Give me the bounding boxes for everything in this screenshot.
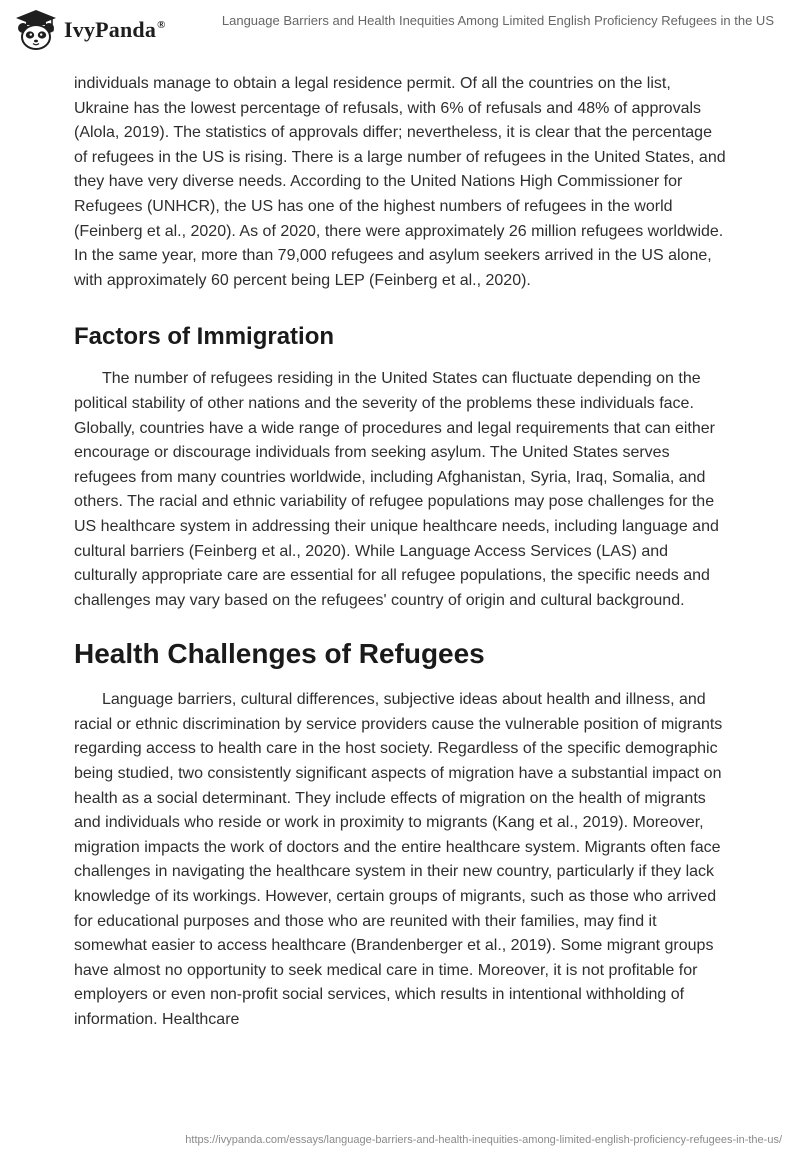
registered-mark: ®: [157, 19, 166, 31]
section-heading-factors: Factors of Immigration: [74, 323, 335, 351]
document-title: Language Barriers and Health Inequities Among Limited English Proficiency Refugees in the US: [221, 13, 774, 28]
intro-paragraph: individuals manage to obtain a legal residence permit. Of all the countries on the list, Ukraine has the lowest percentage of refusals, with 6% of refusals and 48% of approvals (Alola, 2019). The statistics of approvals differ; nevertheless, it is clear that the percentage of refugees in the US is rising. There is a large number of refugees in the United States, and they have very diverse needs. According to the United Nations High Commissioner for Refugees (UNHCR), the US has one of the highest numbers of refugees in the world (Feinberg et al., 2020). As of 2020, there were approximately 26 million refugees worldwide. In the same year, more than 79,000 refugees and asylum seekers arrived in the US alone, with approximately 60 percent being LEP (Feinberg et al., 2020).: [74, 75, 726, 289]
section-heading-health: Health Challenges of Refugees: [74, 638, 485, 670]
brand-name: IvyPanda®: [64, 17, 166, 42]
brand-logo[interactable]: [14, 8, 166, 52]
factors-paragraph: The number of refugees residing in the United States can fluctuate depending on the political stability of other nations and the severity of the problems these individuals face. Globally, countries have a wide range of procedures and legal requirements that can either encourage or discourage individuals from seeking asylum. The United States serves refugees from many countries worldwide, including Afghanistan, Syria, Iraq, Somalia, and others. The racial and ethnic variability of refugee populations may pose challenges for the US healthcare system in addressing their unique healthcare needs, including language and cultural barriers (Feinberg et al., 2020). While Language Access Services (LAS) and culturally appropriate care are essential for all refugee populations, the specific needs and challenges may vary based on the refugees' country of origin and cultural background.: [74, 370, 719, 609]
article-body: [74, 72, 729, 1033]
panda-graduate-icon: [14, 8, 58, 52]
page-header: [0, 0, 800, 60]
source-url[interactable]: https://ivypanda.com/essays/language-barriers-and-health-inequities-among-limited-english-proficiency-refugees-in-the-us/: [185, 1134, 782, 1146]
health-paragraph: Language barriers, cultural differences, subjective ideas about health and illness, and racial or ethnic discrimination by service providers cause the vulnerable position of migrants regarding access to health care in the host society. Regardless of the specific demographic being studied, two consistently significant aspects of migration have a substantial impact on health as a social determinant. They include effects of migration on the health of migrants and individuals who reside or work in proximity to migrants (Kang et al., 2019). Moreover, migration impacts the work of doctors and the entire healthcare system. Migrants often face challenges in navigating the healthcare system in their new country, particularly if they lack knowledge of its workings. However, certain groups of migrants, such as those who arrived for educational purposes and those who are reunited with their families, may find it somewhat easier to access healthcare (Brandenberger et al., 2019). Some migrant groups have almost no opportunity to seek medical care in time. Moreover, it is not profitable for employers or even non-profit social services, which results in intentional withholding of information. Healthcare: [74, 691, 723, 1028]
